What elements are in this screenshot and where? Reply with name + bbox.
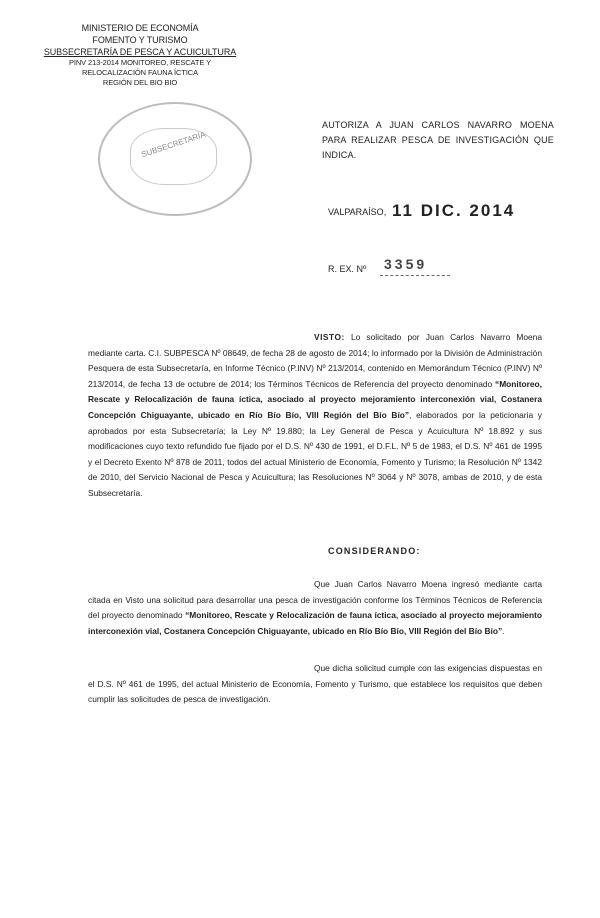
considerando-paragraph-1 — [88, 577, 542, 639]
considerando-heading: CONSIDERANDO: — [328, 546, 421, 556]
region-line: REGIÓN DEL BIO BIO — [102, 78, 178, 87]
resolution-title: AUTORIZA A JUAN CARLOS NAVARRO MOENA PARA REALIZAR PESCA DE INVESTIGACIÓN QUE INDICA. — [322, 120, 554, 160]
c2-text-1: Que dicha solicitud cumple con las exigencias dispuestas en el D.S. Nº 461 de 1995, del actual Ministerio de Economía, Fomento y Turismo, que establece los requisitos que deben cumplir las solicitudes de pesca de investigación. — [88, 663, 542, 705]
resolution-date: 11 DIC. 2014 — [392, 201, 516, 220]
visto-paragraph — [88, 330, 542, 502]
place-label: VALPARAÍSO, — [328, 207, 387, 217]
visto-project-name: “Monitoreo, Rescate y Relocalización de fauna íctica, asociado al proyecto mejoramiento interconexión vial, Costanera Concepción Chiguayante, ubicado en Río Bío Bío, VIII Región del Bío Bío” — [88, 378, 542, 420]
considerando-paragraph-2 — [88, 661, 542, 708]
letterhead — [40, 22, 240, 88]
project-ref-line-2: RELOCALIZACIÓN FAUNA ÍCTICA — [81, 68, 199, 77]
c1-text-2: . — [502, 625, 505, 636]
ministry-subline: FOMENTO Y TURISMO — [92, 35, 188, 45]
project-ref-line: PINV 213-2014 MONITOREO, RESCATE Y — [68, 58, 212, 67]
c1-project-name: “Monitoreo, Rescate y Relocalización de fauna íctica, asociado al proyecto mejoramiento interconexión vial, Costanera Concepción Chiguayante, ubicado en Río Bío Bío, VIII Región del Bío Bío” — [88, 610, 542, 636]
rex-number: 3359 — [384, 256, 428, 272]
visto-lead: VISTO: — [314, 332, 345, 342]
rex-label: R. EX. Nº — [328, 264, 367, 274]
undersecretariat-line: SUBSECRETARÍA DE PESCA Y ACUICULTURA — [43, 47, 237, 57]
seal-text: SUBSECRETARÍA — [140, 129, 207, 160]
rex-underline — [380, 275, 450, 276]
c1-text-1: Que Juan Carlos Navarro Moena ingresó mediante carta citada en Visto una solicitud para desarrollar una pesca de investigación conforme los Términos Técnicos de Referencia del proyecto denominado — [88, 579, 542, 621]
visto-text-1: Lo solicitado por Juan Carlos Navarro Moena mediante carta. C.I. SUBPESCA Nº 08649, de fecha 28 de agosto de 2014; lo informado por la División de Administración Pesquera de esta Subsecretaría, en Informe Técnico (P.INV) Nº 213/2014, contenido en Memorándum Técnico (P.INV) Nº 213/2014, de fecha 13 de octubre de 2014; los Términos Técnicos de Referencia del proyecto denominado — [88, 332, 542, 389]
visto-text-2: , elaborados por la peticionaria y aprobados por esta Subsecretaría; la Ley Nº 19.880; la Ley General de Pesca y Acuicultura Nº 18.892 y sus modificaciones cuyo texto refundido fue fijado por el D.S. Nº 430 de 1991, el D.F.L. Nº 5 de 1983, el D.S. Nº 461 de 1995 y el Decreto Exento Nº 878 de 2011, todos del actual Ministerio de Economía, Fomento y Turismo; la Resolución Nº 1342 de 2010, del Servicio Nacional de Pesca y Acuicultura; las Resoluciones Nº 3064 y Nº 3078, ambas de 2010, y de esta Subsecretaría. — [88, 409, 542, 498]
ministry-line: MINISTERIO DE ECONOMÍA — [81, 23, 199, 33]
